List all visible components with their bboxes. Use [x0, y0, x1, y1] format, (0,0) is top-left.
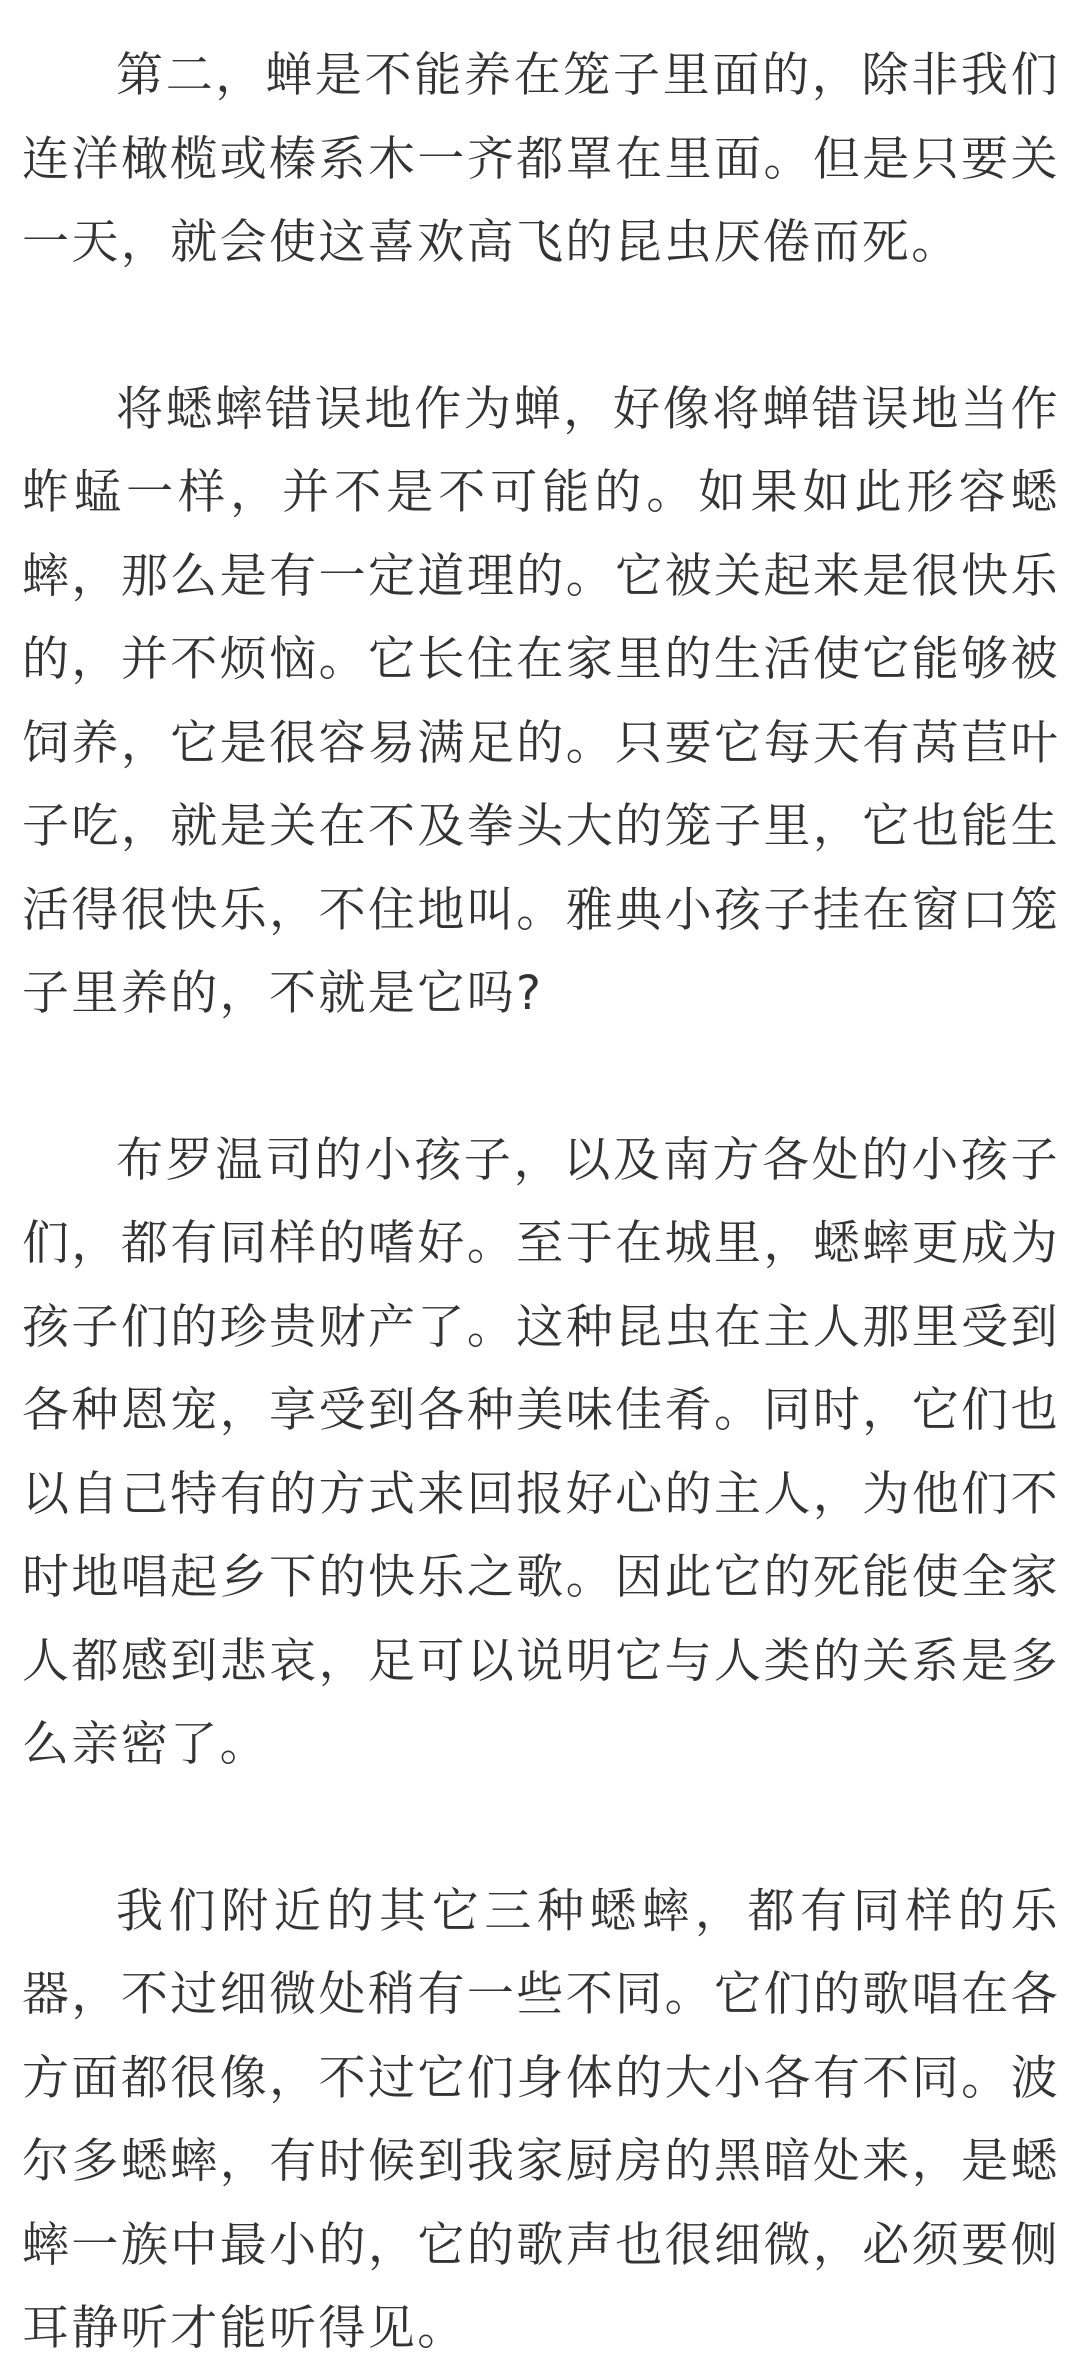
article-body — [22, 34, 1060, 2371]
paragraph-provence-children: 布罗温司的小孩子，以及南方各处的小孩子们，都有同样的嗜好。至于在城里，蟋蟀更成为孩子们的珍贵财产了。这种昆虫在主人那里受到各种恩宠，享受到各种美味佳肴。同时，它们也以自己特有的方式来回报好心的主人，为他们不时地唱起乡下的快乐之歌。因此它的死能使全家人都感到悲哀，足可以说明它与人类的关系是多么亲密了。 — [22, 1132, 1060, 1772]
paragraph-cricket-mistaken: 将蟋蟀错误地作为蝉，好像将蝉错误地当作蚱蜢一样，并不是不可能的。如果如此形容蟋蟀，那么是有一定道理的。它被关起来是很快乐的，并不烦恼。它长住在家里的生活使它能够被饲养，它是很容易满足的。只要它每天有莴苣叶子吃，就是关在不及拳头大的笼子里，它也能生活得很快乐，不住地叫。雅典小孩子挂在窗口笼子里养的，不就是它吗? — [22, 381, 1060, 1021]
paragraph-cicada-cage: 第二，蝉是不能养在笼子里面的，除非我们连洋橄榄或榛系木一齐都罩在里面。但是只要关一天，就会使这喜欢高飞的昆虫厌倦而死。 — [22, 48, 1060, 270]
paragraph-other-crickets: 我们附近的其它三种蟋蟀，都有同样的乐器，不过细微处稍有一些不同。它们的歌唱在各方面都很像，不过它们身体的大小各有不同。波尔多蟋蟀，有时候到我家厨房的黑暗处来，是蟋蟀一族中最小的，它的歌声也很细微，必须要侧耳静听才能听得见。 — [22, 1883, 1060, 2356]
